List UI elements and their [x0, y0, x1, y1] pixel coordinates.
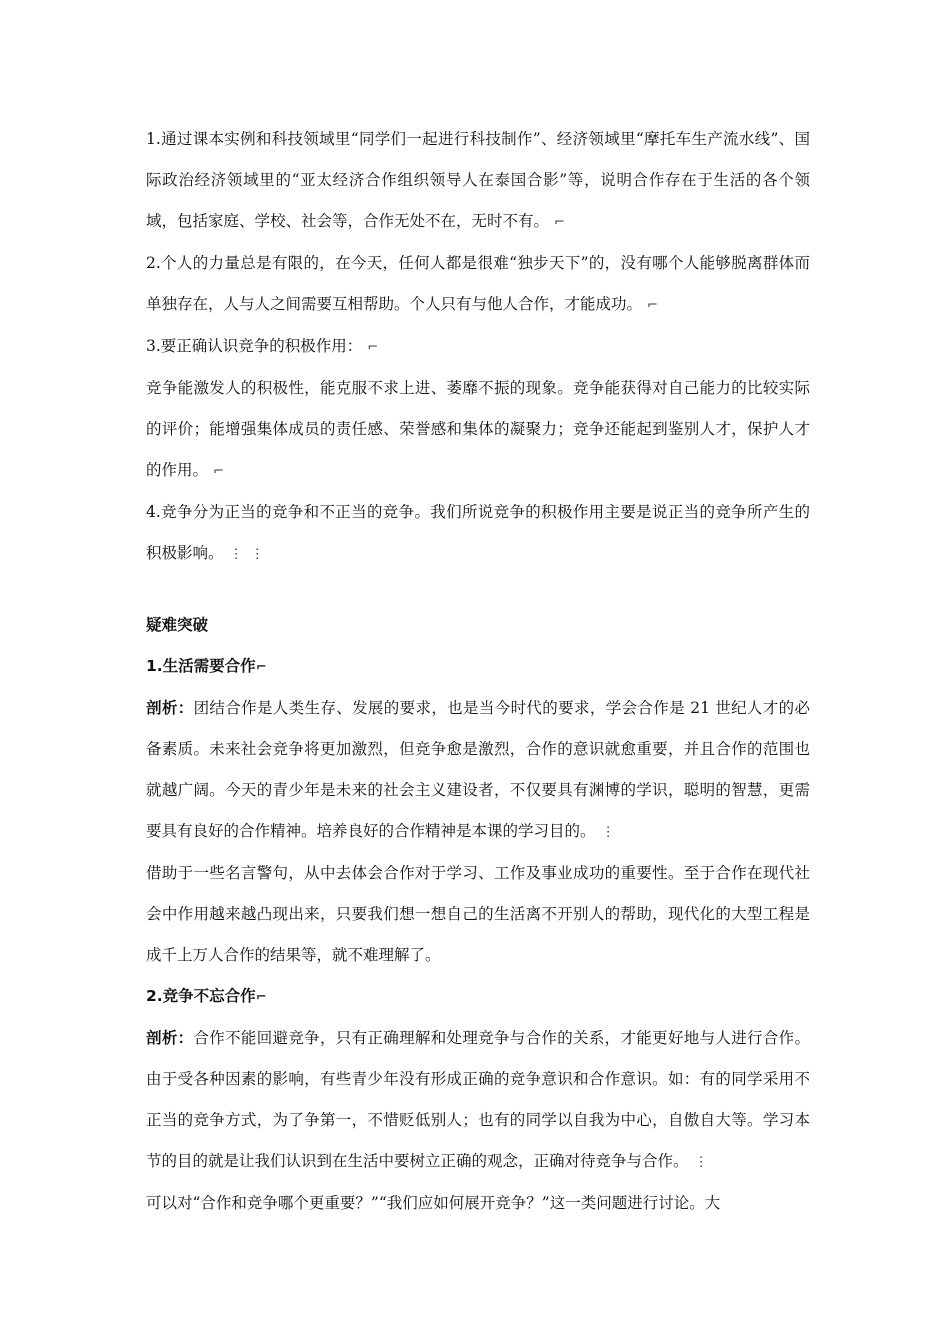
- paragraph-3: 3.要正确认识竞争的积极作用： ⌐: [146, 337, 381, 355]
- dots-mark-icon: ⋮: [688, 1155, 710, 1170]
- paragraph-mark-icon: ⌐: [553, 215, 567, 230]
- paragraph-5: 4.竞争分为正当的竞争和不正当的竞争。我们所说竞争的积极作用主要是说正当的竞争所产生的积极影响。 ⋮ ⋮: [146, 503, 810, 562]
- paragraph-6: 剖析：团结合作是人类生存、发展的要求，也是当今时代的要求，学会合作是 21 世纪人才的必备素质。未来社会竞争将更加激烈，但竞争愈是激烈，合作的意识就愈重要，并且合作的范围也就越广阔。今天的青少年是未来的社会主义建设者，不仅要具有渊博的学识，聪明的智慧，更需要具有良好的合作精神。培养良好的合作精神是本课的学习目的。 ⋮: [146, 699, 810, 840]
- paragraph-8: 剖析：合作不能回避竞争，只有正确理解和处理竞争与合作的关系，才能更好地与人进行合作。由于受各种因素的影响，有些青少年没有形成正确的竞争意识和合作意识。如：有的同学采用不正当的竞争方式，为了争第一，不惜贬低别人；也有的同学以自我为中心，自傲自大等。学习本节的目的就是让我们认识到在生活中要树立正确的观念，正确对待竞争与合作。 ⋮: [146, 1029, 810, 1170]
- paragraph-mark-icon: ⌐: [212, 464, 226, 479]
- paragraph-mark-icon: ⌐: [646, 298, 660, 313]
- paragraph-7: 借助于一些名言警句，从中去体会合作对于学习、工作及事业成功的重要性。至于合作在现代社会中作用越来越凸现出来，只要我们想一想自己的生活离不开别人的帮助，现代化的大型工程是成千上万人合作的结果等，就不难理解了。: [146, 864, 810, 964]
- paragraph-1: 1.通过课本实例和科技领域里“同学们一起进行科技制作”、经济领域里“摩托车生产流水线”、国际政治经济领域里的“亚太经济合作组织领导人在泰国合影”等，说明合作存在于生活的各个领域，包括家庭、学校、社会等，合作无处不在，无时不有。 ⌐: [146, 130, 810, 230]
- paragraph-mark-icon: ⌐: [255, 660, 269, 675]
- subheading-2: 2.竞争不忘合作⌐: [146, 987, 269, 1005]
- analysis-label: 剖析：: [146, 699, 194, 717]
- analysis-label: 剖析：: [146, 1029, 194, 1047]
- dots-mark-icon: ⋮: [595, 825, 617, 840]
- section-title: 疑难突破: [146, 616, 209, 634]
- document-page: [146, 119, 810, 1224]
- paragraph-mark-icon: ⌐: [367, 340, 381, 355]
- subheading-1: 1.生活需要合作⌐: [146, 657, 269, 675]
- paragraph-9: 可以对“合作和竞争哪个更重要？”“我们应如何展开竞争？”这一类问题进行讨论。大: [146, 1194, 721, 1212]
- paragraph-4: 竞争能激发人的积极性，能克服不求上进、萎靡不振的现象。竞争能获得对自己能力的比较实际的评价；能增强集体成员的责任感、荣誉感和集体的凝聚力；竞争还能起到鉴别人才，保护人才的作用。 ⌐: [146, 379, 810, 479]
- dots-mark-icon: ⋮ ⋮: [223, 547, 266, 562]
- paragraph-mark-icon: ⌐: [255, 990, 269, 1005]
- paragraph-2: 2.个人的力量总是有限的，在今天，任何人都是很难“独步天下”的，没有哪个人能够脱离群体而单独存在，人与人之间需要互相帮助。个人只有与他人合作，才能成功。 ⌐: [146, 254, 810, 313]
- section-gap: [146, 575, 810, 605]
